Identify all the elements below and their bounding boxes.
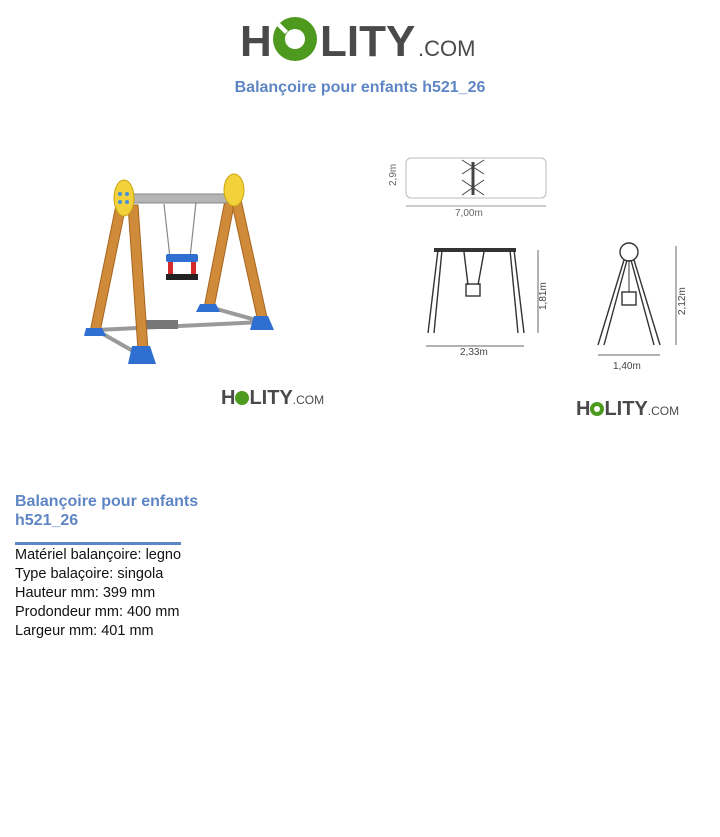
spec-item-depth: Prodondeur mm: 400 mm (15, 604, 180, 620)
photo-logo-o-icon (235, 391, 249, 405)
logo-h: H (240, 17, 272, 66)
technical-drawing (388, 150, 720, 445)
swing-chains (164, 202, 196, 258)
right-cap (224, 174, 244, 206)
top-beam (133, 194, 233, 203)
dim-top-depth: 2,9m (388, 163, 399, 186)
side-view (598, 243, 676, 355)
logo-suffix: .COM (418, 36, 476, 61)
heading-underline (15, 542, 181, 545)
product-heading-line2: h521_26 (15, 512, 79, 529)
top-view (406, 158, 546, 206)
site-logo[interactable] (240, 12, 482, 64)
swing-seat (166, 254, 198, 280)
drawing-logo-o-icon (590, 402, 604, 416)
dim-front-width: 2,33m (460, 347, 488, 358)
spec-item-material: Matériel balançoire: legno (15, 547, 182, 563)
product-heading (15, 492, 215, 530)
swing-feet (84, 304, 274, 364)
dim-top-width: 7,00m (455, 208, 483, 219)
front-view (426, 250, 538, 346)
spec-item-width: Largeur mm: 401 mm (15, 623, 154, 639)
spec-item-height: Hauteur mm: 399 mm (15, 585, 156, 601)
dim-side-width: 1,40m (613, 361, 641, 372)
left-cap (114, 180, 134, 216)
logo-lity: LITY (320, 17, 416, 66)
product-photo (28, 150, 368, 420)
dim-side-height: 2,12m (677, 287, 688, 315)
logo-o-icon (273, 17, 317, 61)
ground-plate (146, 320, 178, 329)
spec-list (15, 546, 415, 641)
drawing-logo: H LITY.COM (576, 398, 680, 420)
product-heading-line1: Balançoire pour enfants (15, 493, 199, 510)
photo-logo: H LITY.COM (221, 387, 325, 409)
spec-item-type: Type balaçoire: singola (15, 566, 164, 582)
page-title: Balançoire pour enfants h521_26 (234, 79, 486, 96)
dim-front-height: 1,81m (538, 282, 549, 310)
ground-frame (96, 308, 263, 355)
